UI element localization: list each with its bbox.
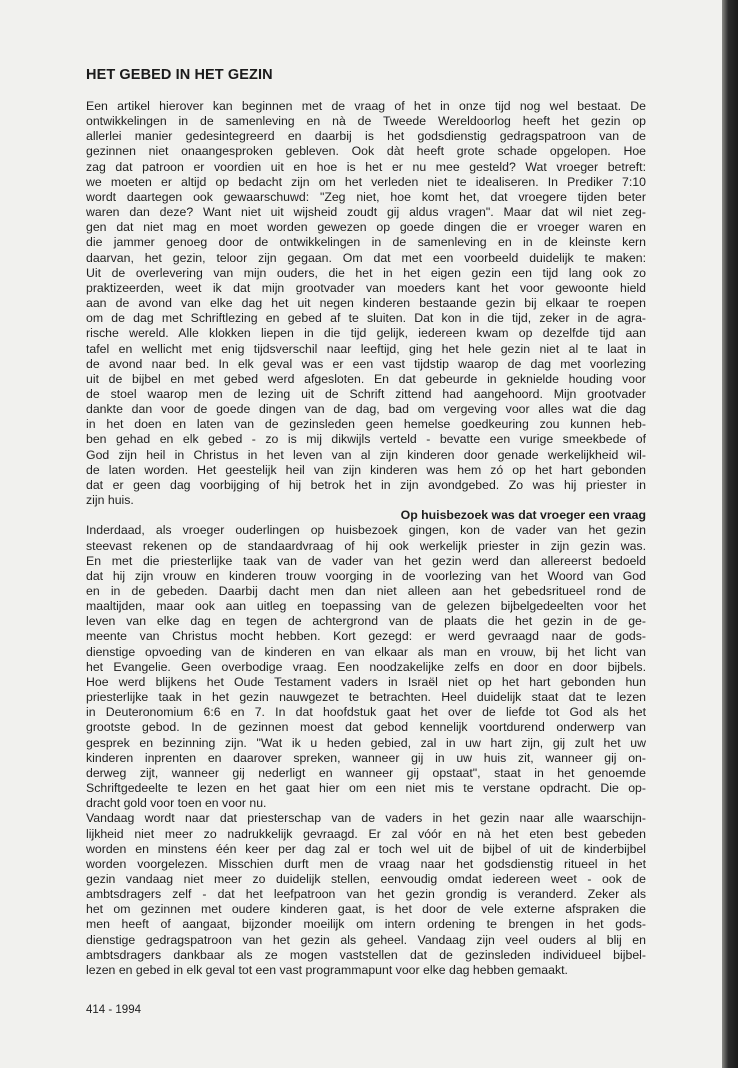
- text-line: leven van elke dag en tegen de achtergrond van de plaats die het gezin in de ge-: [86, 614, 646, 629]
- text-line: gezin vandaag niet meer zo duidelijk stellen, eenvoudig omdat iedereen weet - ook de: [86, 871, 646, 886]
- subheading: Op huisbezoek was dat vroeger een vraag: [400, 508, 646, 523]
- text-line: dat hij zijn vrouw en kinderen trouw voorging in de voorlezing van het Woord van God: [86, 568, 646, 583]
- text-line: men heeft of aangaat, bijzonder moeilijk om intern ordening te brengen in het gods-: [86, 917, 646, 932]
- article-title: HET GEBED IN HET GEZIN: [86, 67, 273, 83]
- text-line: in Deuteronomium 6:6 en 7. In dat hoofdstuk gaat het over de liefde tot God als het: [86, 705, 646, 720]
- text-line: dracht gold voor toen en voor nu.: [86, 796, 267, 811]
- text-line: aan de avond van elke dag het uit negen kinderen bestaande gezin bij elkaar te roepen: [86, 296, 646, 311]
- text-line: maaltijden, maar ook aan uitleg en toepassing van de gelezen bijbelgedeelten voor het: [86, 599, 646, 614]
- text-line: God zijn heil in Christus in het leven van al zijn kinderen door genade werkelijkheid wil-: [86, 447, 646, 462]
- text-line: het Evangelie. Geen overbodige vraag. Een noodzakelijke zelfs en door en door bijbels.: [86, 659, 646, 674]
- text-line: dat er geen dag voorbijging of hij betrok het in zijn avondgebed. Zo was hij priester in: [86, 477, 646, 492]
- text-line: de stoel waarop men de lezing uit de Schrift zittend had aangehoord. Mijn grootvader: [86, 386, 646, 401]
- text-line: rische wereld. Alle klokken liepen in die tijd gelijk, iedereen kwam op dezelfde tijd aan: [86, 326, 646, 341]
- text-line: steevast rekenen op de standaardvraag of hij ook werkelijk priester in zijn gezin was.: [86, 538, 646, 553]
- text-line: worden en minstens één keer per dag zal er toch wel uit de bijbel of uit de kinderbijbel: [86, 841, 646, 856]
- text-line: Vandaag wordt naar dat priesterschap van de vaders in het gezin naar alle waarschijn-: [86, 811, 646, 826]
- text-line: meente van Christus mocht hebben. Kort gezegd: er werd gevraagd naar de gods-: [86, 629, 646, 644]
- paragraph-intro: [86, 99, 646, 508]
- text-line: dienstige opvoeding van de kinderen en van elkaar als man en vrouw, bij het licht van: [86, 644, 646, 659]
- text-line: daarvan, het gezin, teloor zijn gegaan. Om dat met een voorbeeld duidelijk te maken:: [86, 250, 646, 265]
- text-line: de avond naar bed. In elk geval was er een vast tijdstip waarop de dag met voorlezing: [86, 356, 646, 371]
- text-line: allerlei manier gedesintegreerd en daarbij is het godsdienstig gedragspatroon van de: [86, 129, 646, 144]
- text-line: zijn huis.: [86, 493, 134, 508]
- text-line: tafel en wellicht met enig tijdsverschil naar leeftijd, ging het hele gezin niet al te laat in: [86, 341, 646, 356]
- text-line: die jammer genoeg door de ontwikkelingen in de samenleving en in de kleinste kern: [86, 235, 646, 250]
- text-line: gesprek en bezinning zijn. "Wat ik u heden gebied, zal in uw hart zijn, gij zult het uw: [86, 735, 646, 750]
- page-edge-shadow: [722, 0, 738, 1068]
- text-line: gen dat niet mag en moet worden gewezen op goede dingen die er vroeger waren en: [86, 220, 646, 235]
- text-line: in het doen en laten van de gezinsleden geen hemelse goedkeuring zou kunnen heb-: [86, 417, 646, 432]
- text-line: waren dan deze? Want niet uit wijsheid zoudt gij aldus vragen". Maar dat wil niet zeg-: [86, 205, 646, 220]
- text-line: derweg zijt, wanneer gij nederligt en wanneer gij opstaat", staat in het genoemde: [86, 765, 646, 780]
- text-line: ambtsdragers zelf - dat het leefpatroon van het gezin grondig is veranderd. Zeker als: [86, 887, 646, 902]
- text-line: zag dat patroon er voordien uit en hoe is het er nu mee gesteld? Wat vroeger betreft:: [86, 159, 646, 174]
- text-line: om de dag met Schriftlezing en gebed af te sluiten. Dat kon in die tijd, zeker in de agra-: [86, 311, 646, 326]
- text-line: En met die priesterlijke taak van de vader van het gezin werd dan allereerst bedoeld: [86, 553, 646, 568]
- text-line: Een artikel hierover kan beginnen met de vraag of het in onze tijd nog wel bestaat. De: [86, 99, 646, 113]
- text-line: ambtsdragers dankbaar als ze mogen vaststellen dat de gezinsleden individueel bijbel-: [86, 947, 646, 962]
- text-line: uit de bijbel en met gebed werd afgesloten. En dat gebeurde in geknielde houding voor: [86, 371, 646, 386]
- text-line: het om gezinnen met oudere kinderen gaat, is het door de vele externe afspraken die: [86, 902, 646, 917]
- paragraph-huisbezoek: [86, 523, 646, 978]
- text-line: praktizeerden, weet ik dat mijn grootvader van moeders kant het voor gewoonte hield: [86, 280, 646, 295]
- text-line: kinderen inprenten en daarover spreken, wanneer gij in uw huis zit, wanneer gij on-: [86, 750, 646, 765]
- text-line: de laten worden. Het geestelijk heil van zijn kinderen was hem zó op het hart gebonden: [86, 462, 646, 477]
- page-number: 414 - 1994: [86, 1004, 141, 1016]
- text-line: worden voorgelezen. Misschien durft men de vraag naar het godsdienstig ritueel in het: [86, 856, 646, 871]
- text-line: ben gehad en elk gebed - zo is mij dikwijls verteld - bevatte een vurige smeekbede of: [86, 432, 646, 447]
- text-line: priesterlijke taak in het gezin nauwgezet te betrachten. Heel duidelijk staat dat te lezen: [86, 690, 646, 705]
- text-line: we moeten er altijd op bedacht zijn om het verleden niet te idealiseren. In Prediker 7:10: [86, 174, 646, 189]
- text-line: grootste gebod. In de gezinnen moest dat gebod kennelijk voortdurend onderwerp van: [86, 720, 646, 735]
- text-line: Hoe werd blijkens het Oude Testament vaders in Israël niet op het hart gebonden hun: [86, 674, 646, 689]
- text-line: en in de gebeden. Daarbij dacht men dan niet alleen aan het gebedsritueel rond de: [86, 584, 646, 598]
- text-line: Inderdaad, als vroeger ouderlingen op huisbezoek gingen, kon de vader van het gezin: [86, 523, 646, 538]
- text-line: wordt daartegen ook gewaarschuwd: "Zeg niet, hoe komt het, dat vroegere tijden beter: [86, 189, 646, 204]
- article-body: [86, 99, 646, 978]
- text-line: gezinnen niet onaangesproken gebleven. Ook dàt heeft grote schade opgelopen. Hoe: [86, 144, 646, 159]
- text-line: ontwikkelingen in de samenleving en nà de Tweede Wereldoorlog heeft het gezin op: [86, 114, 646, 129]
- text-line: dienstige gedragspatroon van het gezin als geheel. Vandaag zijn veel ouders al blij en: [86, 932, 646, 947]
- text-line: lijkheid niet meer zo nadrukkelijk gevraagd. Er zal vóór en nà het eten best gebeden: [86, 826, 646, 841]
- text-line: Uit de overlevering van mijn ouders, die het in het eigen gezin een tijd lang ook zo: [86, 265, 646, 280]
- text-line: lezen en gebed in elk geval tot een vast programmapunt voor elke dag hebben gemaakt.: [86, 962, 568, 977]
- text-line: dankte dan voor de goede dingen van de dag, bad om vergeving voor alles wat die dag: [86, 402, 646, 417]
- text-line: Schriftgedeelte te lezen en het gaat hier om een niet mis te verstane opdracht. Die op-: [86, 781, 646, 796]
